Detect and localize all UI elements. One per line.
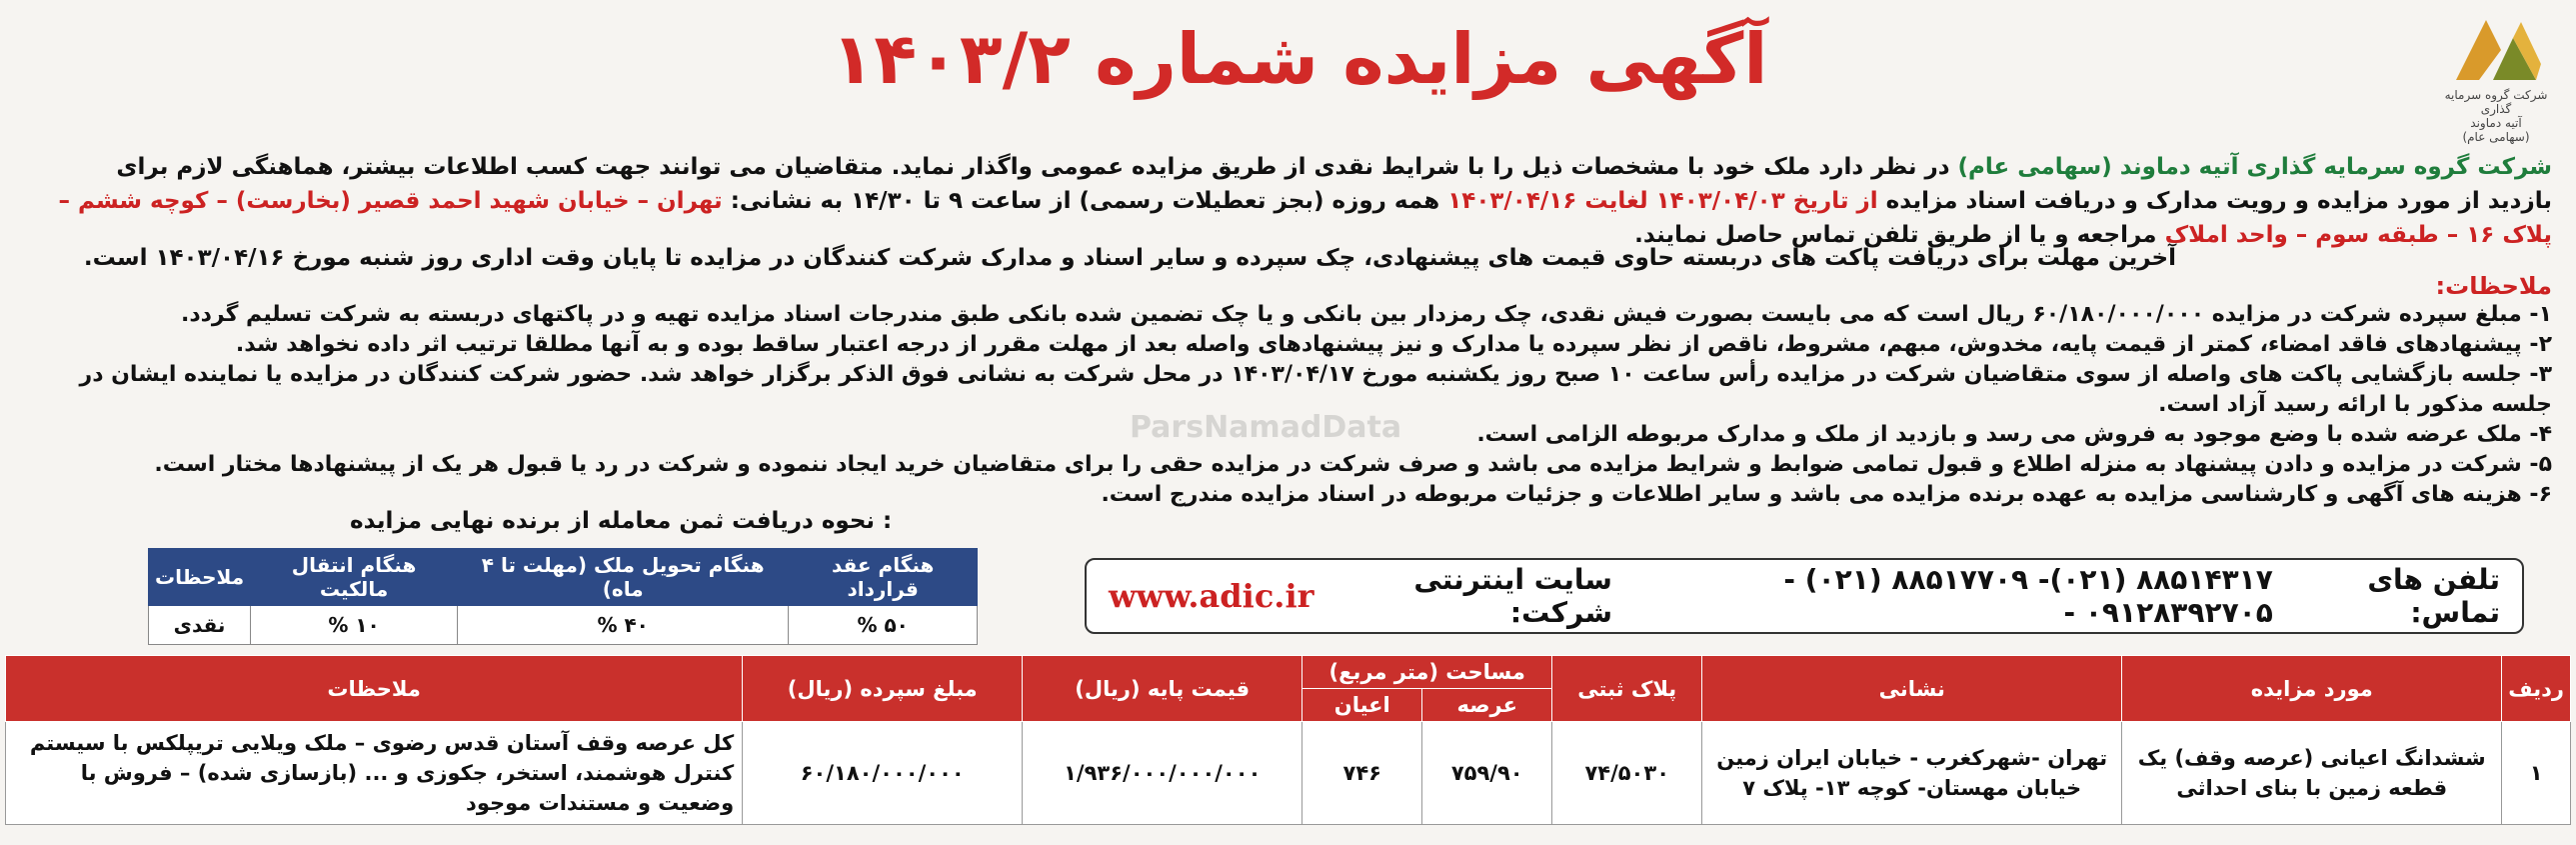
payment-header: هنگام انتقال مالکیت	[251, 549, 458, 606]
contact-label: تلفن های تماس:	[2367, 563, 2500, 629]
cell-remarks: کل عرصه وقف آستان قدس رضوی – ملک ویلایی تریپلکس با سیستم کنترل هوشمند، استخر، جکوزی و ... (بازسازی شده) – فروش با وضعیت و مستندات موجود	[6, 722, 743, 825]
contact-phones: ۸۸۵۱۴۳۱۷ (۰۲۱)- ۸۸۵۱۷۷۰۹ (۰۲۱) - ۰۹۱۲۸۳۹۲۷۰۵ -	[1783, 563, 2273, 629]
note-item: ۱- مبلغ سپرده شرکت در مزایده ۶۰/۱۸۰/۰۰۰/۰۰۰ ریال است که می بایست بصورت فیش نقدی، چک رمزدار بین بانکی و یا چک تضمین شده بانکی طبق مندرجات اسناد مزایده تهیه و در پاکتهای دربسته به شرکت تسلیم گردد.	[180, 302, 2552, 327]
logo-line-3: (سهامی عام)	[2462, 130, 2530, 144]
notes-heading: ملاحظات:	[2435, 272, 2552, 300]
cell-land: ۷۵۹/۹۰	[1422, 722, 1552, 825]
payment-title: : نحوه دریافت ثمن معامله از برنده نهایی مزایده	[350, 508, 893, 534]
header-item: مورد مزایده	[2122, 656, 2502, 722]
cell-deposit: ۶۰/۱۸۰/۰۰۰/۰۰۰	[743, 722, 1023, 825]
cell-base-price: ۱/۹۳۶/۰۰۰/۰۰۰/۰۰۰	[1023, 722, 1302, 825]
header-plaque: پلاک ثبتی	[1552, 656, 1702, 722]
header-remarks: ملاحظات	[6, 656, 743, 722]
payment-value: ۵۰ %	[789, 606, 978, 645]
payment-header: هنگام تحویل ملک (مهلت تا ۴ ماه)	[457, 549, 788, 606]
contact-box	[1085, 558, 2524, 634]
intro-text-1: در نظر دارد ملک خود با مشخصات ذیل را با شرایط نقدی از طریق مزایده عمومی واگذار نماید. متقاضیان می توانند جهت کسب اطلاعات بیشتر، هماهنگی لازم برای بازدید از مورد مزایده و رویت مدارک و دریافت اسناد مزایده	[116, 154, 2552, 214]
logo-line-2: آتیه دماوند	[2470, 116, 2522, 130]
payment-header: هنگام عقد قرارداد	[789, 549, 978, 606]
cell-plaque: ۷۴/۵۰۳۰	[1552, 722, 1702, 825]
table-row	[6, 722, 2571, 825]
company-logo	[2436, 8, 2556, 144]
website-link[interactable]: www.adic.ir	[1108, 577, 1314, 615]
cell-building: ۷۴۶	[1302, 722, 1422, 825]
auction-table	[5, 655, 2571, 825]
payment-value: نقدی	[149, 606, 251, 645]
page-title: آگهی مزایده شماره ۱۴۰۳/۲	[831, 18, 1768, 100]
watermark: ParsNamadData	[1130, 410, 1402, 445]
website-label: سایت اینترنتی شرکت:	[1413, 563, 1612, 629]
company-name: شرکت گروه سرمایه گذاری آتیه دماوند (سهامی عام)	[1957, 154, 2552, 180]
header-row-number: ردیف	[2502, 656, 2571, 722]
payment-table	[148, 548, 978, 645]
note-item: ۵- شرکت در مزایده و دادن پیشنهاد به منزله اطلاع و قبول تمامی ضوابط و شرایط مزایده می باشد و صرف شرکت در مزایده حقی را برای متقاضیان خرید ایجاد ننموده و شرکت در رد یا قبول هر یک از پیشنهادها مختار است.	[154, 452, 2552, 477]
deadline-text: آخرین مهلت برای دریافت پاکت های دربسته حاوی قیمت های پیشنهادی، چک سپرده و سایر اسناد و مدارک شرکت کنندگان در مزایده تا پایان وقت اداری روز شنبه مورخ ۱۴۰۳/۰۴/۱۶ است.	[83, 245, 2176, 271]
logo-mark-icon	[2441, 8, 2551, 88]
note-item: ۲- پیشنهادهای فاقد امضاء، کمتر از قیمت پایه، مخدوش، مبهم، مشروط، ناقص از نظر سپرده یا مدارک و نیز پیشنهادهای واصله بعد از مهلت مقرر از درجه اعتبار ساقط بوده و به آنها مطلقا ترتیب اثر داده نخواهد شد.	[235, 332, 2552, 357]
intro-address: تهران – خیابان شهید احمد قصیر (بخارست) – کوچه ششم – پلاک ۱۶ – طبقه سوم – واحد املاک	[58, 188, 2552, 248]
intro-text-3: مراجعه و یا از طریق تلفن تماس حاصل نمایند.	[1634, 222, 2165, 248]
logo-line-1: شرکت گروه سرمایه گذاری	[2444, 88, 2548, 116]
intro-text-2: همه روزه (بجز تعطیلات رسمی) از ساعت ۹ تا ۱۴/۳۰ به نشانی:	[722, 188, 1448, 214]
payment-value: ۴۰ %	[457, 606, 788, 645]
payment-value-row	[149, 606, 978, 645]
note-item: ۶- هزینه های آگهی و کارشناسی مزایده به عهده برنده مزایده می باشد و سایر اطلاعات و جزئیات مربوطه در اسناد مزایده مندرج است.	[1101, 482, 2552, 507]
cell-row-number: ۱	[2502, 722, 2571, 825]
notes-list	[33, 300, 2552, 510]
payment-value: ۱۰ %	[251, 606, 458, 645]
header-base-price: قیمت پایه (ریال)	[1023, 656, 1302, 722]
header-building: اعیان	[1302, 689, 1422, 722]
header-area: مساحت (متر مربع)	[1302, 656, 1552, 689]
table-header-row	[6, 656, 2571, 689]
cell-item: ششدانگ اعیانی (عرصه وقف) یک قطعه زمین با بنای احداثی	[2122, 722, 2502, 825]
cell-address: تهران -شهرکغرب - خیابان ایران زمین خیابان مهستان- کوچه ۱۳- پلاک ۷	[1702, 722, 2122, 825]
note-item: ۴- ملک عرضه شده با وضع موجود به فروش می رسد و بازدید از ملک و مدارک مربوطه الزامی است.	[1476, 422, 2552, 447]
payment-header-row	[149, 549, 978, 606]
header-address: نشانی	[1702, 656, 2122, 722]
header-land: عرصه	[1422, 689, 1552, 722]
header-deposit: مبلغ سپرده (ریال)	[743, 656, 1023, 722]
note-item: ۳- جلسه بازگشایی پاکت های واصله از سوی متقاضیان شرکت در مزایده رأس ساعت ۱۰ صبح روز یکشنبه مورخ ۱۴۰۳/۰۴/۱۷ در محل شرکت به نشانی فوق الذکر برگزار خواهد شد. حضور شرکت کنندگان در مزایده یا نماینده ایشان در جلسه مذکور با ارائه رسید آزاد است.	[79, 362, 2552, 417]
intro-paragraph	[53, 150, 2552, 252]
payment-header: ملاحظات	[149, 549, 251, 606]
intro-dates: از تاریخ ۱۴۰۳/۰۴/۰۳ لغایت ۱۴۰۳/۰۴/۱۶	[1447, 188, 1878, 214]
